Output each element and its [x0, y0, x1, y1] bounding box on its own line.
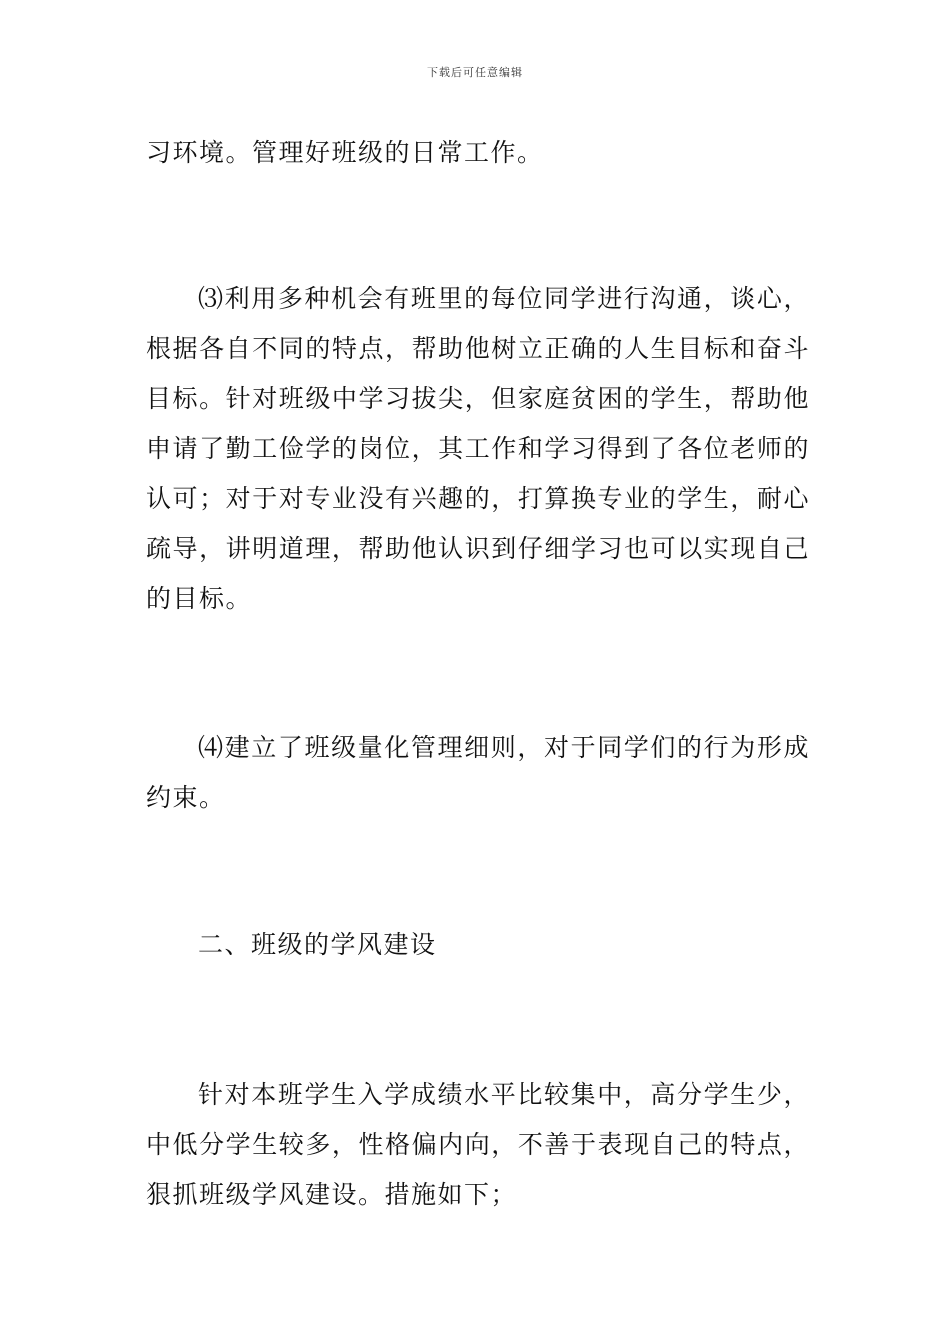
paragraph-continuation [146, 128, 810, 178]
paragraph-line: 疏导，讲明道理，帮助他认识到仔细学习也可以实现自己 [146, 534, 810, 563]
paragraph-line: 的目标。 [146, 584, 253, 613]
paragraph-item-4 [146, 723, 810, 823]
section-heading: 二、班级的学风建设 [198, 930, 437, 959]
paragraph-line: ⑶利用多种机会有班里的每位同学进行沟通，谈心， [198, 284, 810, 313]
page-header: 下载后可任意编辑 [427, 66, 523, 79]
paragraph-line: 目标。针对班级中学习拔尖，但家庭贫困的学生，帮助他 [146, 384, 810, 413]
paragraph-line: 习环境。管理好班级的日常工作。 [146, 138, 544, 167]
paragraph-study-style [146, 1070, 810, 1220]
paragraph-line: 申请了勤工俭学的岗位，其工作和学习得到了各位老师的 [146, 434, 810, 463]
paragraph-line: 中低分学生较多，性格偏内向，不善于表现自己的特点， [146, 1130, 810, 1159]
paragraph-line: 针对本班学生入学成绩水平比较集中，高分学生少， [198, 1080, 810, 1109]
paragraph-line: 狠抓班级学风建设。措施如下； [146, 1180, 518, 1209]
paragraph-line: 根据各自不同的特点，帮助他树立正确的人生目标和奋斗 [146, 334, 810, 363]
paragraph-line: ⑷建立了班级量化管理细则，对于同学们的行为形成 [198, 733, 810, 762]
paragraph-line: 认可；对于对专业没有兴趣的，打算换专业的学生，耐心 [146, 484, 810, 513]
paragraph-item-3 [146, 274, 810, 624]
paragraph-line: 约束。 [146, 783, 226, 812]
